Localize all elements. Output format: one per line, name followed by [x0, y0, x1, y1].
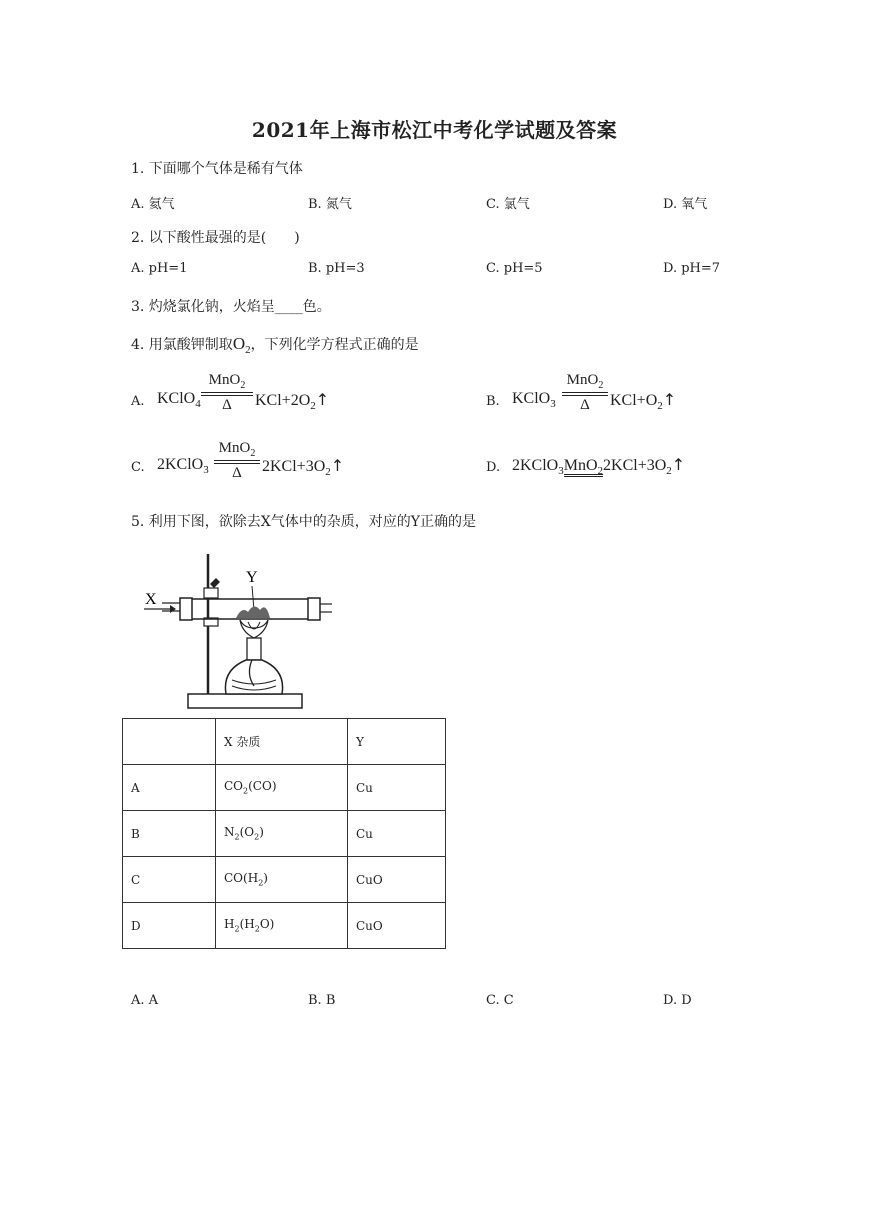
q1-option-a: A. 氦气	[131, 197, 175, 212]
q4-option-d-label: D.	[486, 460, 501, 475]
row-y: CuO	[348, 903, 446, 949]
page-title: 2021年上海市松江中考化学试题及答案	[251, 118, 618, 142]
row-y: Cu	[348, 811, 446, 857]
q5-option-b: B. B	[308, 993, 336, 1008]
clamp-screw	[210, 578, 220, 588]
row-label: D	[123, 903, 216, 949]
q2-option-d: D. pH=7	[663, 261, 721, 276]
row-y: CuO	[348, 857, 446, 903]
q4-option-a-label: A.	[131, 394, 145, 409]
up-arrow-icon: ↑	[671, 455, 686, 474]
solid-y	[236, 606, 270, 618]
q4-option-c-product: $2KCl+3O_2↑$	[262, 456, 345, 479]
table-header-cell	[123, 719, 216, 765]
table-header-cell: X 杂质	[216, 719, 348, 765]
row-label: A	[123, 765, 216, 811]
q2-option-b: B. pH=3	[308, 261, 365, 276]
table-row	[123, 857, 446, 903]
up-arrow-icon: ↑	[315, 390, 330, 409]
y-label: Y	[246, 569, 258, 586]
question-3-stem: 3. 灼烧氯化钠，火焰呈____色。	[131, 299, 331, 315]
row-gas: $CO_2(CO)$	[216, 765, 348, 811]
q4-option-a-condition: MnO$_2$ Δ	[201, 372, 253, 414]
apparatus-figure	[140, 548, 340, 713]
table-header-row	[123, 719, 446, 765]
table-row	[123, 903, 446, 949]
q2-option-c: C. pH=5	[486, 261, 543, 276]
q5-option-d: D. D	[663, 993, 692, 1008]
up-arrow-icon: ↑	[662, 390, 677, 409]
q4-option-b-condition: MnO$_2$ Δ	[562, 372, 608, 414]
table-row	[123, 765, 446, 811]
q5-option-a: A. A	[131, 993, 159, 1008]
q5-option-c: C. C	[486, 993, 514, 1008]
q1-option-c: C. 氯气	[486, 197, 530, 212]
q1-option-b: B. 氮气	[308, 197, 352, 212]
left-stopper	[180, 598, 192, 620]
q4-option-c-label: C.	[131, 460, 145, 475]
q4-option-b-reactant: KClO$_3$	[512, 390, 556, 411]
up-arrow-icon: ↑	[330, 456, 345, 475]
row-gas: $H_2(H_2O)$	[216, 903, 348, 949]
q4-option-a-product: $KCl+2O_2↑$	[255, 390, 330, 413]
alcohol-lamp	[225, 660, 282, 694]
right-stopper	[308, 598, 320, 620]
impurity-table	[122, 718, 446, 949]
q4-option-c-condition: MnO$_2$ Δ	[214, 440, 260, 482]
question-4-stem: 4. 用氯酸钾制取$O_2$，下列化学方程式正确的是	[131, 334, 419, 356]
q1-option-d: D. 氧气	[663, 197, 708, 212]
row-label: C	[123, 857, 216, 903]
question-1-stem: 1. 下面哪个气体是稀有气体	[131, 161, 303, 177]
x-label: X	[145, 591, 157, 608]
table-row	[123, 811, 446, 857]
q4-option-d-catalyst: MnO$_2$	[563, 457, 604, 478]
row-y: Cu	[348, 765, 446, 811]
row-gas: $N_2(O_2)$	[216, 811, 348, 857]
q4-option-d-equation: $2KClO_3MnO_22KCl+3O_2↑$	[512, 455, 686, 478]
stand-base	[188, 694, 302, 708]
table-header-cell: Y	[348, 719, 446, 765]
row-label: B	[123, 811, 216, 857]
clamp-top	[204, 588, 218, 598]
question-2-stem: 2. 以下酸性最强的是( )	[131, 230, 300, 246]
q2-option-a: A. pH=1	[131, 261, 188, 276]
question-5-stem: 5. 利用下图，欲除去X气体中的杂质，对应的Y正确的是	[131, 514, 477, 530]
row-gas: $CO(H_2)$	[216, 857, 348, 903]
q4-option-a-reactant: KClO$_4$	[157, 390, 201, 411]
q4-option-c-reactant: 2KClO$_3$	[157, 456, 209, 477]
q4-option-b-product: $KCl+O_2↑$	[610, 390, 677, 413]
q4-option-b-label: B.	[486, 394, 500, 409]
